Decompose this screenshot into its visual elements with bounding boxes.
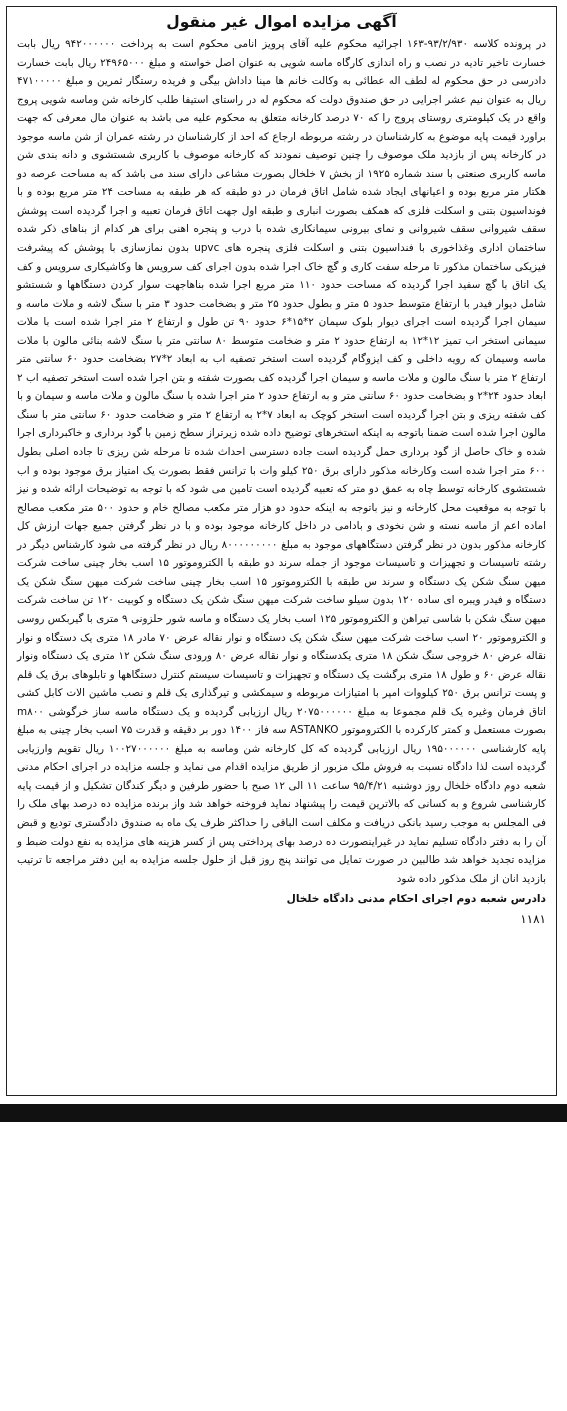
bottom-black-bar (0, 1104, 567, 1122)
notice-body: در پرونده کلاسه ۹۳/۲/۹۳۰-۱۶۳ اجرائیه محکوم علیه آقای پرویز انامی محکوم است به پرداخت ۹۴۲۰۰۰۰۰۰ ریال بابت خسارت تاخیر تادیه در نصب و راه اندازی کارگاه ماسه شویی به عنوان اصل خواسته و مبلغ ۲۴۹۶۵۰۰۰ ریال بابت خسارت دادرسی در حق محکوم له لطف اله عطائی به وکالت خانم ها مینا داداش بیگی و فریده رستگار ثمرین و مبلغ ۴۷۱۰۰۰۰۰ ریال به عنوان نیم عشر اجرایی در حق صندوق دولت که محکوم له در راستای استیفا طلب کارخانه شن وماسه شویی پروج واقع در یک کیلومتری روستای پروج را که ۷۰ درصد کارخانه متعلق به محکوم علیه می باشد به عنوان مال معرفی که جهت براورد قیمت پایه موضوع به کارشناسان در رشته مربوطه ارجاع که احد از کارشناسان در رشته عمران از شن ماسه موجود در کارخانه پس از بازدید ملک موصوف را چنین توصیف نمودند که کارخانه موصوف با کاربری شستشوی و دانه بندی شن ماسه کاربری صنعتی با سند شماره ۱۹۲۵ از بخش ۷ خلخال بصورت مشاعی دارای سند می باشد که به مساحت عرصه دو هکتار متر مربع بوده و اعیانهای ایجاد شده شامل اتاق فرمان در دو طبقه که هر طبقه به مساحت ۲۴ متر مربع بوده و با فونداسیون بتنی و اسکلت فلزی که همکف بصورت انباری و طبقه اول جهت اتاق فرمان تعبیه و اجرا گردیده است پوشش سقف شیروانی سقف شیروانی و نمای بیرونی سیمانکاری شده با درب و پنجره اهنی برای هر کدام از بناهای ذکر شده ساختمان اداری وغذاخوری با فنداسیون بتنی و اسکلت فلزی پنجره های upvc بدون نمازسازی با پوشش که پیشرفت فیزیکی ساختمان مذکور تا مرحله سفت کاری و گچ خاک اجرا شده بدون اجرای کف سرویس ها وکاشیکاری سرویس و کف یک اتاق با گچ سفید اجرا گردیده که مساحت حدود ۱۱۰ متر مربع اجرا شده بناهاجهت سوار کردن دستگاهها و شستشو شامل دیوار فیدر با ارتفاع متوسط حدود ۵ متر و بطول حدود ۲۵ متر و بضخامت حدود ۳ متر با سنگ لاشه و ملات ماسه و سیمان اجرا گردیده است اجرای دیوار بلوک سیمان ۲*۱۵*۶ حدود ۹۰ تن طول و ارتفاع ۲ متر اجرا شده است با ملات سیمانی استخر اب تمیز ۱۲*۱۲ به ارتفاع حدود ۲ متر و ضخامت متوسط ۸۰ سانتی متر با سنگ لاشه بنائی مالون با ملات ماسه وسیمان که رویه داخلی و کف ایزوگام گردیده است استخر تصفیه اب به ابعاد ۲*۲۷ بضخامت حدود ۶۰ سانتی متر ارتفاع ۲ متر با سنگ مالون و ملات ماسه و سیمان اجرا گردیده کف بصورت شفته و بتن اجرا شده است استخر تصفیه اب ۲ ابعاد حدود ۲۴*۲ و بضخامت حدود ۶۰ سانتی متر و به ارتفاع حدود ۲ متر اجرا شده با سنگ مالون و ملات ماسه و سیمان و با کف شفته ریزی و بتن اجرا گردیده است استخر کوچک به ابعاد ۷*۲ به ارتفاع ۲ متر و ضخامت حدود ۶۰ سانتی متر با سنگ مالون اجرا شده است ضمنا باتوجه به اینکه استخرهای توضیح داده شده زیرتراز سطح زمین با گود برداری و خاکبرداری اجرا شده و خاک حاصل از گود برداری حمل گردیده است جاده دسترسی احداث شده تا مرحله شن ریزی تا جاده اصلی بطول ۶۰۰ متر اجرا شده است وکارخانه مذکور دارای برق ۲۵۰ کیلو وات با ترانس فقط بصورت یک امتیاز برق موجود بوده و اب شستشوی کارخانه توسط چاه به عمق دو متر که تعبیه گردیده است تامین می شود که با توجه به توضیحات ارائه شده و نیز با توجه به موقعیت محل کارخانه و نیز باتوجه به اینکه حدود دو هزار متر مکعب مصالح خام و حدود ۵۰۰ متر مکعب مصالح اماده اعم از ماسه نسته و شن نخودی و بادامی در داخل کارخانه موجود بوده و با در نظر گرفتن جمیع جهات ارزش کل کارخانه مذکور بدون در نظر گرفتن دستگاههای موجود به مبلغ ۸۰۰۰۰۰۰۰۰۰ ریال در نظر گرفته می شود کارشناس دیگر در رشته تاسیسات و تجهیزات و تاسیسات موجود از جمله سرند دو طبقه با الکتروموتور ۱۵ اسب بخار چینی ساخت شرکت میهن سنگ شکن یک دستگاه و سرند س طبقه با الکتروموتور ۱۵ اسب بخار چینی ساخت شرکت میهن سنگ شکن یک دستگاه و فیدر ویبره ای ساده ۱۲۰ بدون سیلو ساخت شرکت میهن سنگ شکن یک دستگاه و کوبیت ۱۲۰ تن ساخت شرکت میهن سنگ شکن با شاسی تیراهن و الکتروموتور ۱۲۵ اسب بخار یک دستگاه و ماسه شور حلزونی ۹ متری با گیربکس روسی و الکتروموتور ۲۰ اسب ساخت شرکت میهن سنگ شکن یک دستگاه و نوار نقاله عرض ۷۰ مادر ۱۸ متری یک دستگاه و نوار نقاله عرض ۸۰ خروجی سنگ شکن ۱۸ متری یکدستگاه و نوار نقاله عرض ۸۰ ورودی سنگ شکن ۱۲ متری یک دستگاه ونوار نقاله عرض ۶۰ و طول ۱۸ متری برگشت یک دستگاه و تجهیزات و تاسیسات سیستم کنترل دستگاهها و تابلوهای برق یک قلم و پست ترانس برق ۲۵۰ کیلووات امپر با امتیازات مربوطه و سیمکشی و تیرگذاری یک قلم و نصب ماشین الات کابل کشی اتاق فرمان وغیره یک قلم مجموعا به مبلغ ۲۰۷۵۰۰۰۰۰۰ ریال ارزیابی گردیده و یک دستگاه ماسه ساز خرگوشی m۸۰۰ بصورت مستعمل و کمتر کارکرده با الکتروموتور ASTANKO سه فاز ۱۴۰۰ دور بر دقیقه و قدرت ۷۵ اسب بخار چینی به مبلغ پایه کارشناسی ۱۹۵۰۰۰۰۰۰ ریال ارزیابی گردیده که کل کارخانه شن وماسه به مبلغ ۱۰۰۲۷۰۰۰۰۰۰ ریال تقویم وارزیابی گردیده است لذا دادگاه نسبت به فروش ملک مزبور از طریق مزایده اقدام می نماید و جلسه مزایده در اجرای احکام مدنی شعبه دوم دادگاه خلخال روز دوشنبه ۹۵/۴/۲۱ ساعت ۱۱ الی ۱۲ صبح با حضور طرفین و دیگر کندگان تشکیل و از قیمت پایه کارشناسی شروع و به کسانی که بالاترین قیمت را پیشنهاد نماید فروخته خواهد شد واز برنده مزایده ده درصد بهای ملک را فی المجلس به موجب رسید بانکی دریافت و مکلف است الباقی را حداکثر ظرف یک ماه به صندوق دادگستری تودیع و قبض آن را به دفتر دادگاه تسلیم نماید در غیراینصورت ده درصد بهای پرداختی پس از کسر هزینه های مزایده به نفع دولت ضبط و مزایده تجدید خواهد شد طالبین در صورت تمایل می توانند پنج روز قبل از حلول جلسه مزایده به این دفتر مراجعه تا ترتیب بازدید انان از ملک مذکور داده شود (17, 38, 547, 885)
notice-ad-code: ۱۱۸۱ (520, 912, 546, 927)
legal-notice (6, 6, 557, 1096)
notice-title: آگهی مزایده اموال غیر منقول (166, 13, 397, 31)
notice-signature: دادرس شعبه دوم اجرای احکام مدنی دادگاه خلخال (286, 893, 546, 906)
